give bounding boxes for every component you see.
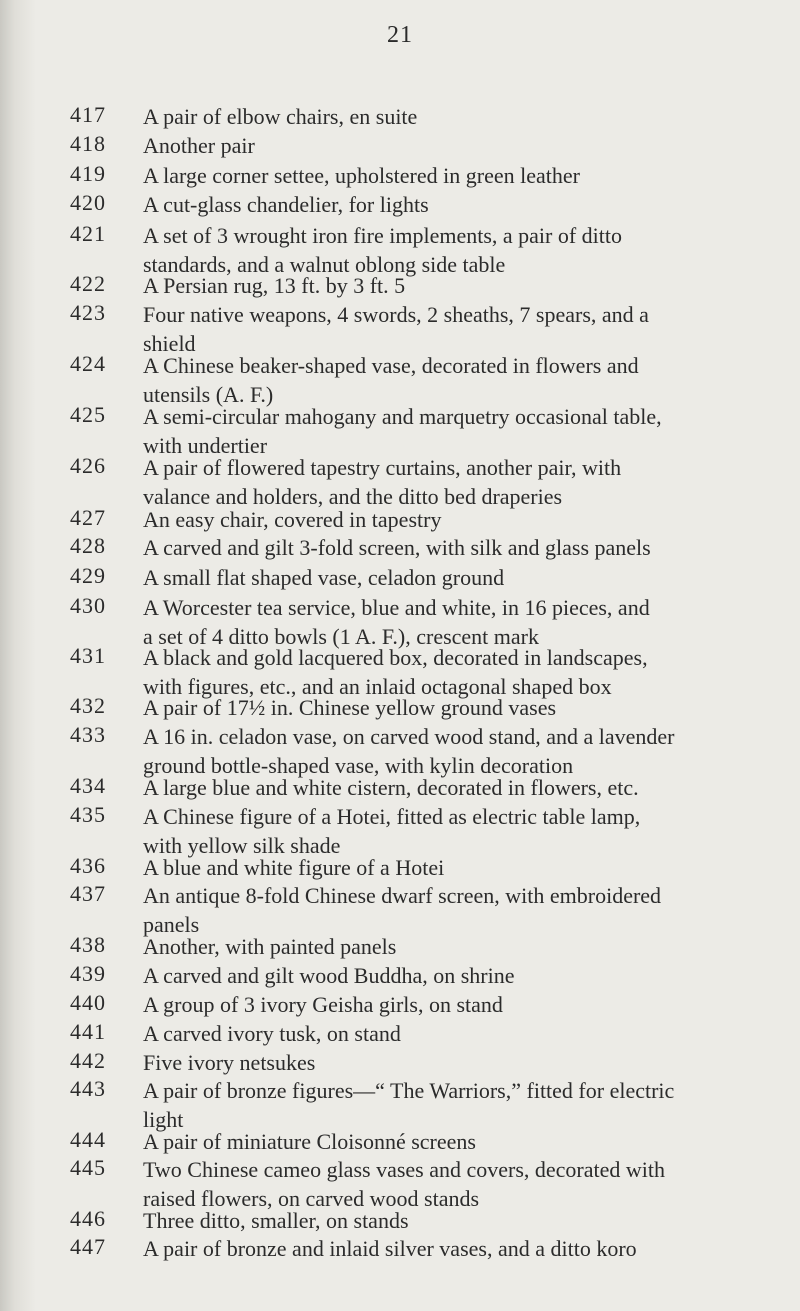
lot-description xyxy=(143,1155,798,1213)
lot-description xyxy=(143,563,798,592)
lot-description-line: A pair of miniature Cloisonné screens xyxy=(143,1128,476,1154)
lot-number: 445 xyxy=(70,1155,106,1181)
lot-description xyxy=(143,1019,798,1048)
lot-number: 446 xyxy=(70,1206,106,1232)
lot-number: 424 xyxy=(70,350,106,376)
lot-description xyxy=(143,131,798,160)
lot-description-line: Another, with painted panels xyxy=(143,933,397,959)
lot-description-line: utensils (A. F.) xyxy=(143,381,274,407)
lot-description xyxy=(143,932,798,961)
lot-description-line: standards, and a walnut oblong side table xyxy=(143,251,506,277)
lot-number: 435 xyxy=(70,801,106,827)
lot-description-line: with yellow silk shade xyxy=(143,832,341,858)
lot-number: 421 xyxy=(70,220,106,246)
lot-number: 442 xyxy=(70,1047,106,1073)
lot-description-line: panels xyxy=(143,911,200,937)
lot-number: 443 xyxy=(70,1075,106,1101)
lot-description-line: A pair of flowered tapestry curtains, another pair, with xyxy=(143,454,622,480)
lot-description xyxy=(143,802,798,860)
lot-number: 427 xyxy=(70,504,106,530)
lot-description-line: raised flowers, on carved wood stands xyxy=(143,1186,480,1212)
lot-description-line: A Worcester tea service, blue and white, in 16 pieces, and xyxy=(143,594,650,620)
lot-number: 431 xyxy=(70,643,106,669)
lot-number: 432 xyxy=(70,693,106,719)
lot-number: 447 xyxy=(70,1233,106,1259)
lot-number: 441 xyxy=(70,1019,106,1045)
lot-number: 420 xyxy=(70,190,106,215)
lot-description-line: shield xyxy=(143,330,196,356)
lot-description xyxy=(143,773,798,802)
lot-description-line: a set of 4 ditto bowls (1 A. F.), crescent mark xyxy=(143,623,539,649)
lot-description-line: A set of 3 wrought iron fire implements, a pair of ditto xyxy=(143,222,623,248)
lot-number: 422 xyxy=(70,271,106,297)
lot-description xyxy=(143,453,798,511)
lot-description-line: light xyxy=(143,1106,184,1132)
lot-description xyxy=(143,300,798,358)
lot-description-line: A carved and gilt wood Buddha, on shrine xyxy=(143,963,515,988)
lot-number: 438 xyxy=(70,931,106,957)
lot-description-line: Five ivory netsukes xyxy=(143,1049,316,1075)
lot-description-line: A Chinese figure of a Hotei, fitted as electric table lamp, xyxy=(143,803,641,829)
lot-number: 433 xyxy=(70,722,106,748)
lot-description xyxy=(143,961,798,990)
lot-description-line: A carved ivory tusk, on stand xyxy=(143,1021,401,1047)
lot-description xyxy=(143,271,798,300)
lot-description-line: A Chinese beaker-shaped vase, decorated in flowers and xyxy=(143,352,639,378)
lot-description-line: A pair of elbow chairs, en suite xyxy=(143,104,418,129)
lot-description xyxy=(143,351,798,409)
lot-number: 423 xyxy=(70,299,106,325)
lot-number: 426 xyxy=(70,452,106,478)
lot-description-line: valance and holders, and the ditto bed draperies xyxy=(143,483,563,509)
lot-description-line: An antique 8-fold Chinese dwarf screen, with embroidered xyxy=(143,882,662,908)
page-number: 21 xyxy=(387,22,413,48)
lot-description-line: Three ditto, smaller, on stands xyxy=(143,1208,409,1234)
lot-description-line: with figures, etc., and an inlaid octagonal shaped box xyxy=(143,674,612,700)
lot-description xyxy=(143,402,798,460)
lot-description xyxy=(143,505,798,534)
lot-number: 419 xyxy=(70,160,106,186)
lot-number: 439 xyxy=(70,961,106,986)
lot-description xyxy=(143,221,798,279)
lot-description-line: A carved and gilt 3-fold screen, with silk and glass panels xyxy=(143,534,651,560)
lot-number: 444 xyxy=(70,1126,106,1152)
lot-description xyxy=(143,1206,798,1235)
lot-description-line: An easy chair, covered in tapestry xyxy=(143,506,442,532)
lot-description-line: A large corner settee, upholstered in green leather xyxy=(143,162,580,188)
lot-number: 428 xyxy=(70,532,106,558)
lot-number: 440 xyxy=(70,990,106,1016)
lot-description-line: with undertier xyxy=(143,432,268,458)
lot-description xyxy=(143,1048,798,1077)
lot-description-line: Another pair xyxy=(143,133,255,159)
lot-description xyxy=(143,1076,798,1134)
lot-description-line: Four native weapons, 4 swords, 2 sheaths, 7 spears, and a xyxy=(143,301,649,327)
lot-description xyxy=(143,190,798,219)
lot-number: 417 xyxy=(70,102,106,127)
lot-description xyxy=(143,990,798,1019)
lot-description-line: Two Chinese cameo glass vases and covers, decorated with xyxy=(143,1157,666,1183)
lot-description-line: A 16 in. celadon vase, on carved wood stand, and a lavender xyxy=(143,724,675,750)
lot-description xyxy=(143,533,798,562)
lot-number: 434 xyxy=(70,772,106,798)
lot-description-line: A Persian rug, 13 ft. by 3 ft. 5 xyxy=(143,273,406,299)
lot-description xyxy=(143,693,798,722)
lot-description-line: A cut-glass chandelier, for lights xyxy=(143,192,429,217)
lot-description xyxy=(143,853,798,882)
lot-description-line: A pair of bronze and inlaid silver vases, and a ditto koro xyxy=(143,1235,637,1261)
lot-description-line: A blue and white figure of a Hotei xyxy=(143,854,445,880)
lot-description-line: A pair of 17½ in. Chinese yellow ground vases xyxy=(143,695,557,721)
lot-description xyxy=(143,881,798,939)
lot-description-line: A large blue and white cistern, decorated in flowers, etc. xyxy=(143,774,639,800)
lot-description-line: A semi-circular mahogany and marquetry occasional table, xyxy=(143,403,662,429)
lot-number: 437 xyxy=(70,880,106,906)
lot-number: 425 xyxy=(70,401,106,427)
lot-number: 429 xyxy=(70,563,106,589)
lot-description xyxy=(143,102,798,131)
lot-description xyxy=(143,1234,798,1263)
lot-number: 436 xyxy=(70,852,106,878)
lot-description-line: A black and gold lacquered box, decorated in landscapes, xyxy=(143,645,648,671)
lot-description xyxy=(143,161,798,190)
lot-description-line: A small flat shaped vase, celadon ground xyxy=(143,565,505,591)
lot-description-line: ground bottle-shaped vase, with kylin decoration xyxy=(143,753,574,779)
lot-description-line: A pair of bronze figures—“ The Warriors,” fitted for electric xyxy=(143,1077,675,1103)
lot-description-line: A group of 3 ivory Geisha girls, on stand xyxy=(143,992,503,1018)
lot-number: 418 xyxy=(70,131,106,157)
lot-number: 430 xyxy=(70,592,106,618)
lot-description xyxy=(143,1127,798,1156)
